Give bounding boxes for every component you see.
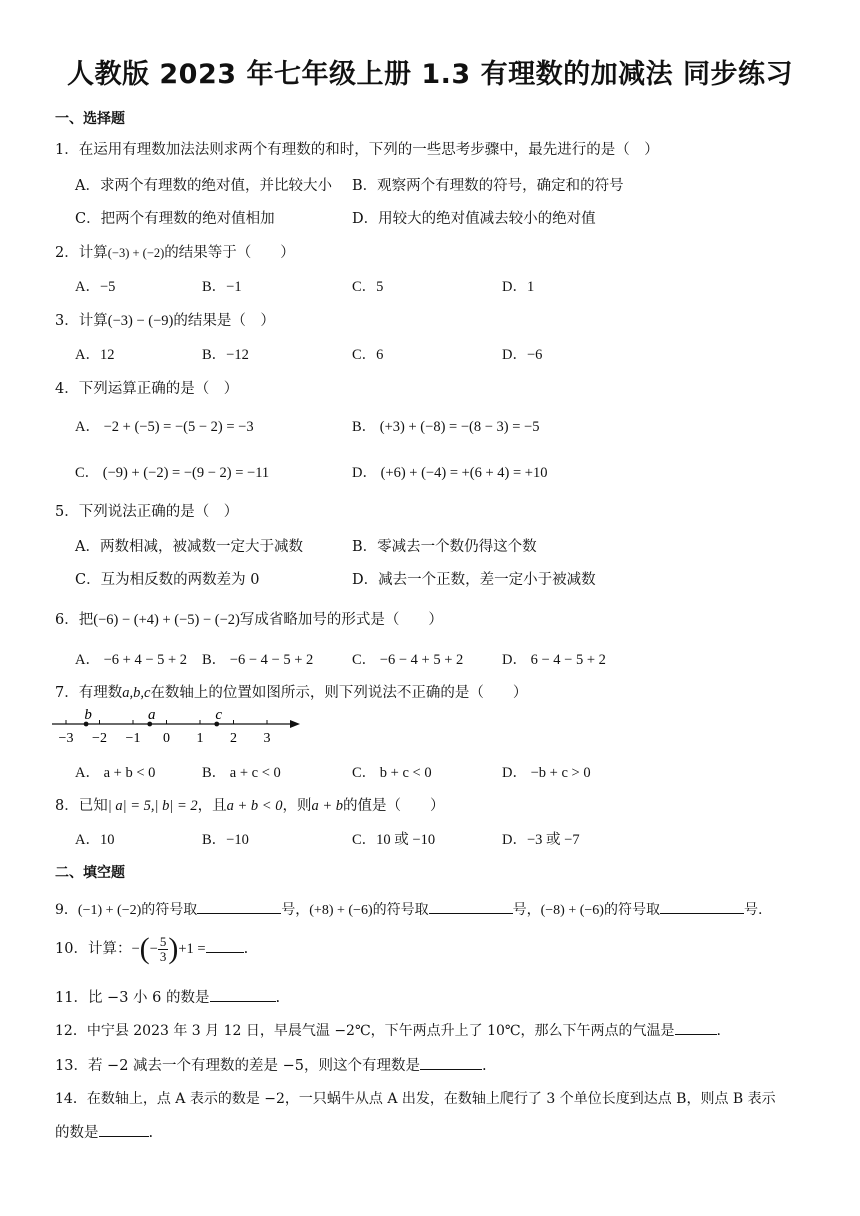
question-14-line-2: [55, 1121, 153, 1142]
q11-text: 11．比 −3 小 6 的数是: [55, 990, 210, 1006]
q9-number: 9．: [55, 902, 78, 918]
q12-end: .: [716, 1023, 721, 1039]
q14-blank[interactable]: [99, 1122, 149, 1137]
question-8: [55, 794, 445, 815]
q13-text: 13．若 −2 减去一个有理数的差是 −5，则这个有理数是: [55, 1058, 421, 1074]
question-13: [55, 1054, 487, 1075]
q3-option-a: A．12: [75, 347, 115, 363]
number-line-tick-label: 3: [263, 731, 271, 746]
question-4: 4．下列运算正确的是（ ）: [55, 381, 239, 397]
question-11: [55, 986, 280, 1007]
q2-option-c: C．5: [352, 279, 384, 295]
q13-end: .: [482, 1058, 487, 1074]
q5-option-c: C．互为相反数的两数差为 0: [75, 572, 260, 588]
q1-option-b: B．观察两个有理数的符号，确定和的符号: [352, 178, 624, 194]
q10-blank[interactable]: [206, 938, 244, 953]
question-9: [55, 899, 762, 919]
q5-option-b: B．零减去一个数仍得这个数: [352, 539, 537, 555]
q9-text-1: 的符号取: [141, 902, 198, 918]
q9-text-6: 号.: [743, 902, 763, 918]
q12-blank[interactable]: [675, 1020, 717, 1035]
q6-suffix: 写成省略加号的形式是（ ）: [239, 612, 443, 628]
q10-end: .: [243, 941, 249, 957]
question-7: [55, 681, 527, 702]
q5-option-d: D．减去一个正数，差一定小于被减数: [352, 572, 596, 588]
question-1: 1．在运用有理数加法法则求两个有理数的和时，下列的一些思考步骤中，最先进行的是（ ）: [55, 142, 659, 158]
q3-option-c: C．6: [352, 347, 384, 363]
q3-option-b: B．−12: [202, 347, 249, 363]
q10-inner-minus: −: [149, 941, 158, 957]
q7-variables: a,b,c: [122, 685, 151, 701]
q3-suffix: 的结果是（ ）: [173, 313, 275, 329]
q10-fraction: [158, 935, 169, 964]
q11-blank[interactable]: [210, 987, 276, 1002]
q8-option-d: D．−3 或 −7: [502, 832, 580, 848]
q1-option-d: D．用较大的绝对值减去较小的绝对值: [352, 211, 596, 227]
q9-text-5: 的符号取: [603, 902, 660, 918]
q12-text: 12．中宁县 2023 年 3 月 12 日，早晨气温 −2℃，下午两点升上了 10℃，那么下午两点的气温是: [55, 1023, 675, 1039]
q6-prefix: 6．把: [55, 612, 94, 628]
number-line-point-label-c: c: [215, 707, 223, 723]
q9-text-4: 号，: [512, 902, 541, 918]
number-line-tick-label: −2: [92, 731, 107, 746]
q4-option-b: B． (+3) + (−8) = −(8 − 3) = −5: [352, 419, 540, 435]
number-line-tick-label: −3: [58, 731, 74, 746]
q11-end: .: [275, 990, 281, 1006]
number-line-tick-label: 2: [230, 731, 237, 746]
q1-option-a: A．求两个有理数的绝对值，并比较大小: [75, 178, 332, 194]
q8-connector-2: ，则: [282, 798, 312, 814]
q10-denominator: 3: [159, 948, 167, 964]
question-3: [55, 309, 275, 330]
q3-expression: (−3) − (−9): [107, 313, 174, 329]
number-line-tick-label: 1: [196, 731, 204, 746]
q7-option-c: C． b + c < 0: [352, 765, 432, 781]
q8-option-c: C．10 或 −10: [352, 832, 436, 848]
q10-tail: +1 =: [178, 941, 206, 957]
section-heading-choice: 一、选择题: [55, 111, 125, 127]
q2-option-b: B．−1: [202, 279, 242, 295]
q8-prefix: 8．已知: [55, 798, 108, 814]
number-line-point-label-b: b: [84, 707, 92, 723]
number-line-tick-label: 0: [163, 731, 170, 746]
number-line-point-label-a: a: [148, 707, 156, 723]
page-title: 人教版 2023 年七年级上册 1.3 有理数的加减法 同步练习: [67, 59, 793, 90]
question-12: [55, 1020, 721, 1040]
q4-option-c: C． (−9) + (−2) = −(9 − 2) = −11: [75, 465, 270, 481]
number-line-arrow: [290, 720, 300, 728]
q7-suffix: 在数轴上的位置如图所示，则下列说法不正确的是（ ）: [150, 685, 528, 701]
question-5: 5．下列说法正确的是（ ）: [55, 504, 239, 520]
q9-expression-2: (+8) + (−6): [309, 903, 373, 918]
q9-blank-2[interactable]: [429, 899, 513, 914]
q4-option-a: A． −2 + (−5) = −(5 − 2) = −3: [75, 419, 254, 435]
question-2: [55, 241, 295, 262]
q4-option-d: D． (+6) + (−4) = +(6 + 4) = +10: [352, 465, 548, 481]
q6-option-b: B． −6 − 4 − 5 + 2: [202, 652, 314, 668]
q7-prefix: 7．有理数: [55, 685, 123, 701]
question-14: 14．在数轴上，点 A 表示的数是 −2，一只蜗牛从点 A 出发，在数轴上爬行了 3 个单位长度到达点 B，则点 B 表示: [55, 1091, 776, 1107]
q2-expression: (−3) + (−2): [107, 246, 165, 260]
number-line-tick-label: −1: [125, 731, 141, 746]
q8-condition-2: a + b < 0: [226, 798, 283, 814]
q14-end: .: [148, 1125, 154, 1141]
question-10: 10．计算：−(− $\frac{5}{3}$ )+1 = .: [55, 932, 249, 965]
q6-expression: (−6) − (+4) + (−5) − (−2): [93, 612, 240, 628]
q10-minus: −: [131, 941, 140, 957]
q3-prefix: 3．计算: [55, 313, 108, 329]
q7-option-d: D． −b + c > 0: [502, 765, 591, 781]
q8-condition-3: a + b: [311, 798, 343, 814]
q2-option-d: D．1: [502, 279, 535, 295]
q2-prefix: 2．计算: [55, 245, 108, 261]
q9-blank-3[interactable]: [660, 899, 744, 914]
q6-option-c: C． −6 − 4 + 5 + 2: [352, 652, 464, 668]
q9-expression-1: (−1) + (−2): [77, 903, 142, 918]
q10-prefix: 10．计算：: [55, 941, 132, 957]
q6-option-a: A． −6 + 4 − 5 + 2: [75, 652, 188, 668]
q1-option-c: C．把两个有理数的绝对值相加: [75, 211, 275, 227]
q3-option-d: D．−6: [502, 347, 543, 363]
q9-expression-3: (−8) + (−6): [540, 903, 604, 918]
q7-option-a: A． a + b < 0: [75, 765, 156, 781]
q8-connector-1: ，且: [197, 798, 227, 814]
q10-numerator: 5: [159, 933, 167, 949]
q8-option-b: B．−10: [202, 832, 249, 848]
q2-suffix: 的结果等于（ ）: [164, 245, 295, 261]
q7-option-b: B． a + c < 0: [202, 765, 281, 781]
section-heading-fill: 二、填空题: [55, 865, 125, 881]
q13-blank[interactable]: [420, 1055, 482, 1070]
number-line-figure: [52, 706, 302, 746]
q8-option-a: A．10: [75, 832, 115, 848]
q8-condition: | a| = 5,| b| = 2: [107, 798, 198, 814]
q5-option-a: A．两数相减，被减数一定大于减数: [75, 539, 303, 555]
q9-text-2: 号，: [281, 902, 310, 918]
q14-text: 的数是: [55, 1125, 99, 1141]
q9-text-3: 的符号取: [372, 902, 429, 918]
q6-option-d: D． 6 − 4 − 5 + 2: [502, 652, 606, 668]
question-6: [55, 608, 443, 629]
q2-option-a: A．−5: [75, 279, 116, 295]
q9-blank-1[interactable]: [197, 899, 281, 914]
q8-suffix: 的值是（ ）: [343, 798, 445, 814]
